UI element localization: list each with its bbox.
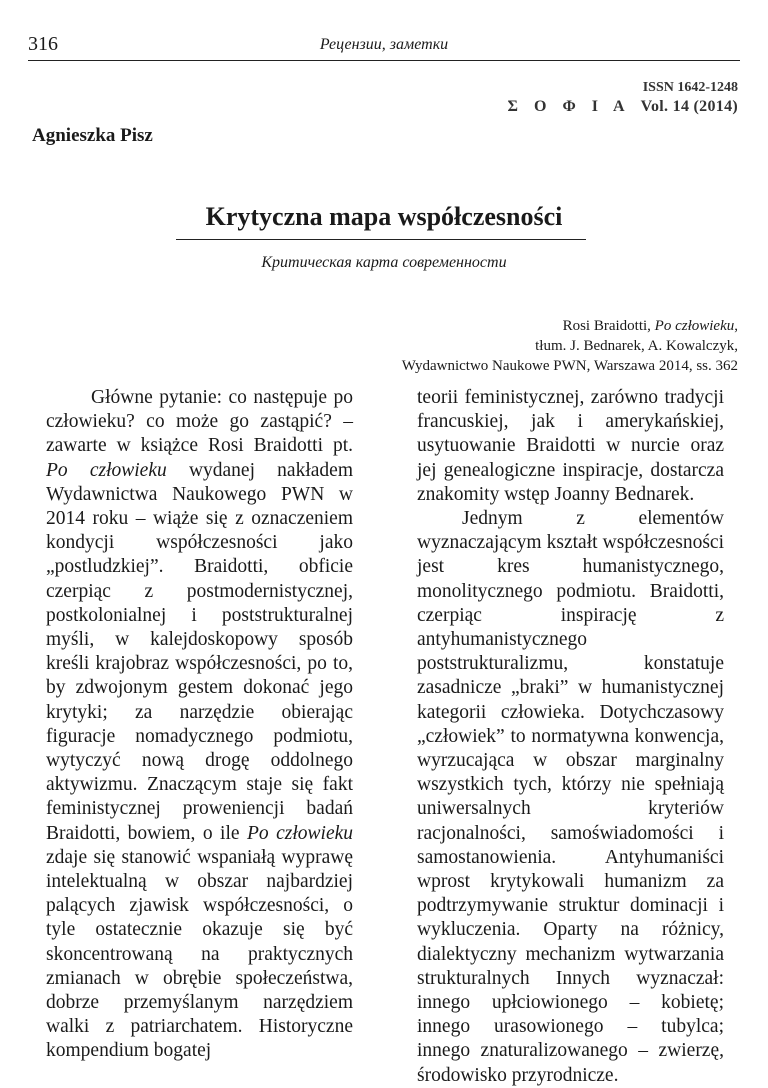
- book-title-italic: Po człowieku: [246, 822, 354, 844]
- citation-line-3: Wydawnictwo Naukowe PWN, Warszawa 2014, ss. 362: [401, 358, 738, 374]
- article-subtitle: Критическая карта современности: [261, 254, 507, 271]
- running-head: Рецензии, заметки: [319, 36, 449, 53]
- journal-name: Σ Ο Φ Ι Α: [507, 98, 631, 115]
- book-title-italic: Po człowieku: [46, 459, 167, 481]
- left-column: [46, 386, 353, 1064]
- article-title: Krytyczna mapa współczesności: [205, 202, 563, 231]
- journal-volume: Vol. 14 (2014): [640, 98, 738, 115]
- citation-line-2: tłum. J. Bednarek, A. Kowalczyk,: [535, 338, 738, 354]
- citation-book-title: Po człowieku: [654, 318, 735, 334]
- title-rule: [176, 239, 586, 240]
- paragraph: Główne pytanie: co następuje po człowieku? co może go zastąpić? – zawarte w książce Rosi Braidotti pt. Po człowieku wydanej nakładem Wydawnictwa Naukowego PWN w 2014 roku – wiąże się z oznaczeniem kondycji współczesności jako „postludzkiej”. Braidotti, obficie czerpiąc z postmodernistycznej, postkolonialnej i poststrukturalnej myśli, w kalejdoskopowy sposób kreśli krajobraz współczesności, po to, by zdwojonym gestem dokonać jego krytyki; za narzędzie obierając figuracje nomadycznego podmiotu, wytyczyć nową drogę oddolnego aktywizmu. Znaczącym staje się fakt feministycznej proweniencji badań Braidotti, bowiem, o ile Po człowieku zdaje się stanowić wspaniałą wyprawę intelektualną w obszar najbardziej palących zjawisk współczesności, o tyle ostatecznie okazuje się być skoncentrowaną na praktycznych zmianach w obrębie społeczeństwa, dobrze przemyślanym narzędziem walki z patriarchatem. Historyczne kompendium bogatej: [46, 387, 354, 1062]
- issn: ISSN 1642-1248: [642, 80, 738, 95]
- paragraph: teorii feministycznej, zarówno tradycji francuskiej, jak i amerykańskiej, usytuowanie Braidotti w nurcie oraz jej genealogiczne inspiracje, dostarcza znakomity wstęp Joanny Bednarek.: [417, 387, 724, 505]
- book-citation: [402, 316, 738, 376]
- journal-info: [508, 98, 738, 116]
- citation-line-1: Rosi Braidotti, Po człowieku,: [562, 318, 738, 334]
- header-rule: [28, 60, 740, 61]
- author-name: Agnieszka Pisz: [32, 125, 153, 146]
- paragraph: Jednym z elementów wyznaczającym kształt współczesności jest kres humanistycznego, monolitycznego podmiotu. Braidotti, czerpiąc inspirację z antyhumanistycznego poststrukturalizmu, konstatuje zasadnicze „braki” w humanistycznej kategorii człowieka. Dotychczasowy „człowiek” to normatywna konwencja, wyrzucająca w obszar marginalny wszystkich tych, którzy nie spełniają uniwersalnych kryteriów racjonalności, samoświadomości i samostanowienia. Antyhumaniści wprost krytykowali humanizm za podtrzymywanie struktur dominacji i wykluczenia. Oparty na różnicy, dialektyczny mechanizm wytwarzania strukturalnych Innych wyznaczał: innego upłciowionego – kobietę; innego urasowionego – tubylca; innego znaturalizowanego – zwierzę, środowisko przyrodnicze.: [417, 508, 724, 1086]
- right-column: [417, 386, 724, 1088]
- page-number: 316: [28, 33, 58, 55]
